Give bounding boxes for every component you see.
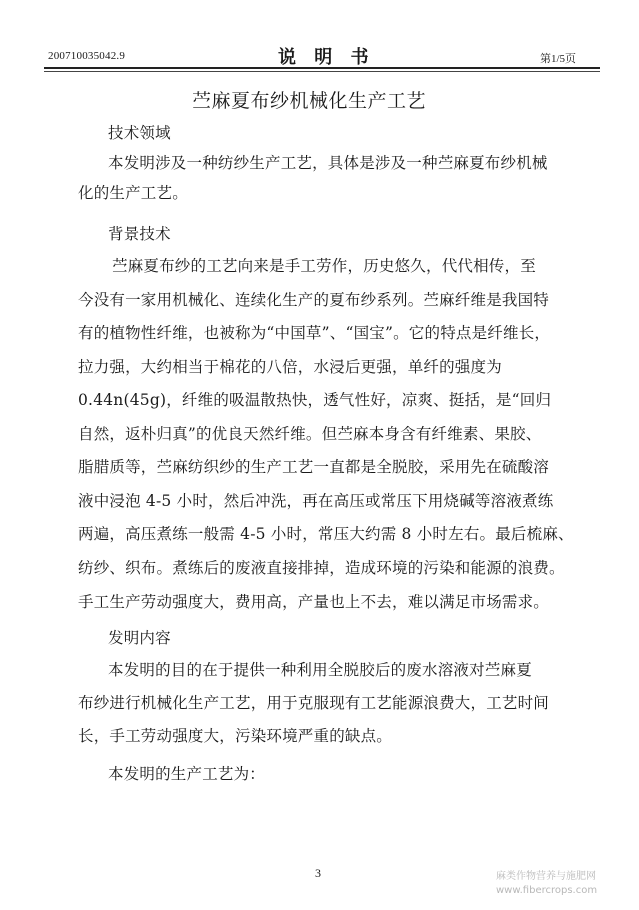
text-line: 拉力强，大约相当于棉花的八倍，水浸后更强，单纤的强度为 <box>78 358 502 376</box>
section-heading-background: 背景技术 <box>108 225 171 243</box>
text-line: 手工生产劳动强度大，费用高，产量也上不去，难以满足市场需求。 <box>78 593 550 611</box>
text-line: 本发明的目的在于提供一种利用全脱胶后的废水溶液对苎麻夏 <box>108 661 532 679</box>
text-line: 脂腊质等，苎麻纺织纱的生产工艺一直都是全脱胶，采用先在硫酸溶 <box>78 458 550 476</box>
text-line: 长，手工劳动强度大，污染环境严重的缺点。 <box>78 727 393 745</box>
header-title: 说 明 书 <box>278 47 375 68</box>
text-line: 布纱进行机械化生产工艺，用于克服现有工艺能源浪费大，工艺时间 <box>78 694 550 712</box>
watermark-line-1: 麻类作物营养与施肥网 <box>496 871 596 882</box>
watermark <box>496 870 597 898</box>
text-line: 自然，返朴归真”的优良天然纤维。但苎麻本身含有纤维素、果胶、 <box>78 425 542 443</box>
text-line: 苎麻夏布纱的工艺向来是手工劳作，历史悠久，代代相传，至 <box>112 257 536 275</box>
text-line: 有的植物性纤维，也被称为“中国草”、“国宝”。它的特点是纤维长， <box>78 324 551 342</box>
text-line: 今没有一家用机械化、连续化生产的夏布纱系列。苎麻纤维是我国特 <box>78 291 550 309</box>
watermark-line-2: www.fibercrops.com <box>496 885 598 896</box>
section-heading-invention: 发明内容 <box>108 629 171 647</box>
page-label: 第1/5页 <box>540 53 577 65</box>
text-line: 液中浸泡 4-5 小时，然后冲洗，再在高压或常压下用烧碱等溶液煮练 <box>78 492 554 510</box>
text-line: 0.44n(45g)，纤维的吸温散热快，透气性好，凉爽、挺括，是“回归 <box>78 391 552 409</box>
page-number: 3 <box>315 866 321 880</box>
text-line: 本发明涉及一种纺纱生产工艺，具体是涉及一种苎麻夏布纱机械 <box>108 154 548 172</box>
text-line: 化的生产工艺。 <box>78 184 188 202</box>
text-line: 本发明的生产工艺为： <box>108 765 266 783</box>
document-title: 苎麻夏布纱机械化生产工艺 <box>192 90 427 112</box>
section-heading-technical-field: 技术领域 <box>108 124 171 142</box>
doc-number: 200710035042.9 <box>48 50 126 62</box>
header-rule <box>44 67 600 69</box>
header-rule-thin <box>44 71 600 72</box>
text-line: 两遍，高压煮练一般需 4-5 小时，常压大约需 8 小时左右。最后梳麻、 <box>78 525 574 543</box>
text-line: 纺纱、织布。煮练后的废液直接排掉，造成环境的污染和能源的浪费。 <box>78 559 565 577</box>
